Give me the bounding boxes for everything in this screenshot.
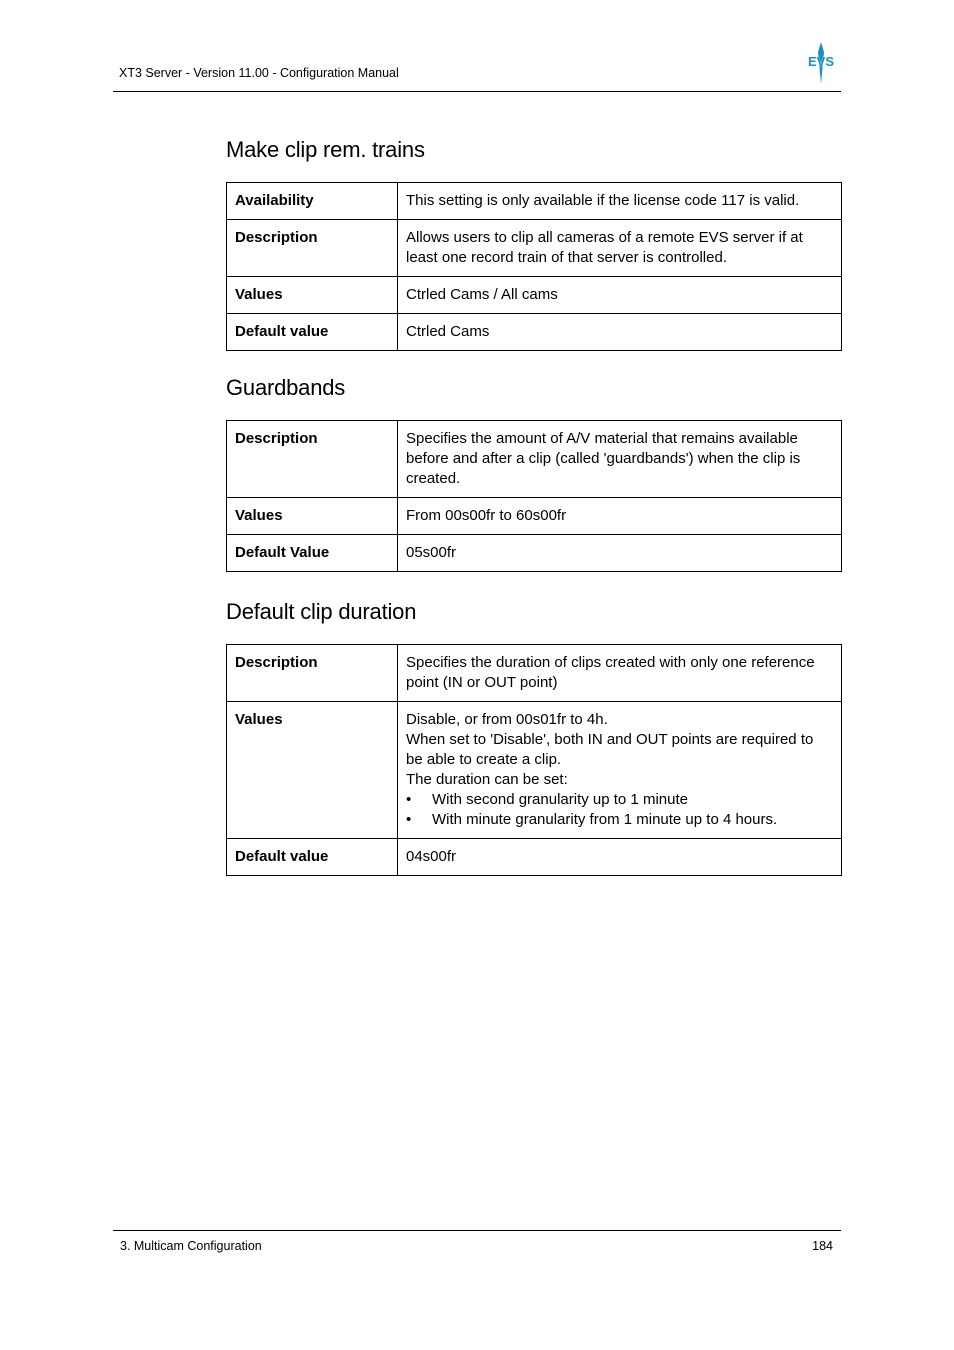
row-value: Allows users to clip all cameras of a remote EVS server if at least one record train of that server is controlled. (398, 220, 842, 277)
table-row (227, 220, 842, 277)
row-key: Default Value (227, 535, 398, 572)
row-key: Availability (227, 183, 398, 220)
page-header (113, 0, 841, 92)
row-value: Ctrled Cams (398, 314, 842, 351)
bullet-icon: • (406, 811, 412, 828)
table-row (227, 314, 842, 351)
section-title: Guardbands (226, 375, 346, 400)
bullet-text: With second granularity up to 1 minute (432, 791, 688, 808)
svg-text:EVS: EVS (807, 54, 835, 69)
table-row (227, 183, 842, 220)
table-row (227, 277, 842, 314)
row-key: Description (227, 645, 398, 702)
bullet-text: With minute granularity from 1 minute up to 4 hours. (432, 811, 778, 828)
bullet-item (406, 790, 833, 810)
row-value (398, 702, 842, 839)
value-line: The duration can be set: (406, 771, 568, 788)
table-row (227, 645, 842, 702)
page-footer (113, 1230, 841, 1253)
table-row (227, 839, 842, 876)
table-row (227, 498, 842, 535)
chapter-label: 3. Multicam Configuration (120, 1239, 262, 1253)
row-key: Values (227, 277, 398, 314)
section-title: Make clip rem. trains (226, 137, 425, 162)
settings-table (226, 182, 842, 351)
evs-logo (805, 42, 837, 84)
row-key: Default value (227, 839, 398, 876)
row-value: 05s00fr (398, 535, 842, 572)
row-key: Values (227, 498, 398, 535)
value-line: When set to 'Disable', both IN and OUT points are required to be able to create a clip. (406, 731, 814, 768)
bullet-icon: • (406, 791, 412, 808)
value-line: Disable, or from 00s01fr to 4h. (406, 711, 608, 728)
row-value: Specifies the duration of clips created with only one reference point (IN or OUT point) (398, 645, 842, 702)
settings-table (226, 420, 842, 572)
row-value: 04s00fr (398, 839, 842, 876)
row-key: Description (227, 421, 398, 498)
row-value: From 00s00fr to 60s00fr (398, 498, 842, 535)
row-key: Default value (227, 314, 398, 351)
row-key: Description (227, 220, 398, 277)
page-number: 184 (812, 1239, 833, 1253)
bullet-item (406, 810, 833, 830)
row-value: Ctrled Cams / All cams (398, 277, 842, 314)
table-row (227, 702, 842, 839)
row-key: Values (227, 702, 398, 839)
document-title: XT3 Server - Version 11.00 - Configuration Manual (119, 66, 399, 80)
table-row (227, 421, 842, 498)
settings-table (226, 644, 842, 876)
table-row (227, 535, 842, 572)
row-value: Specifies the amount of A/V material that remains available before and after a clip (called 'guardbands') when the clip is created. (398, 421, 842, 498)
section-title: Default clip duration (226, 599, 417, 624)
row-value: This setting is only available if the license code 117 is valid. (398, 183, 842, 220)
